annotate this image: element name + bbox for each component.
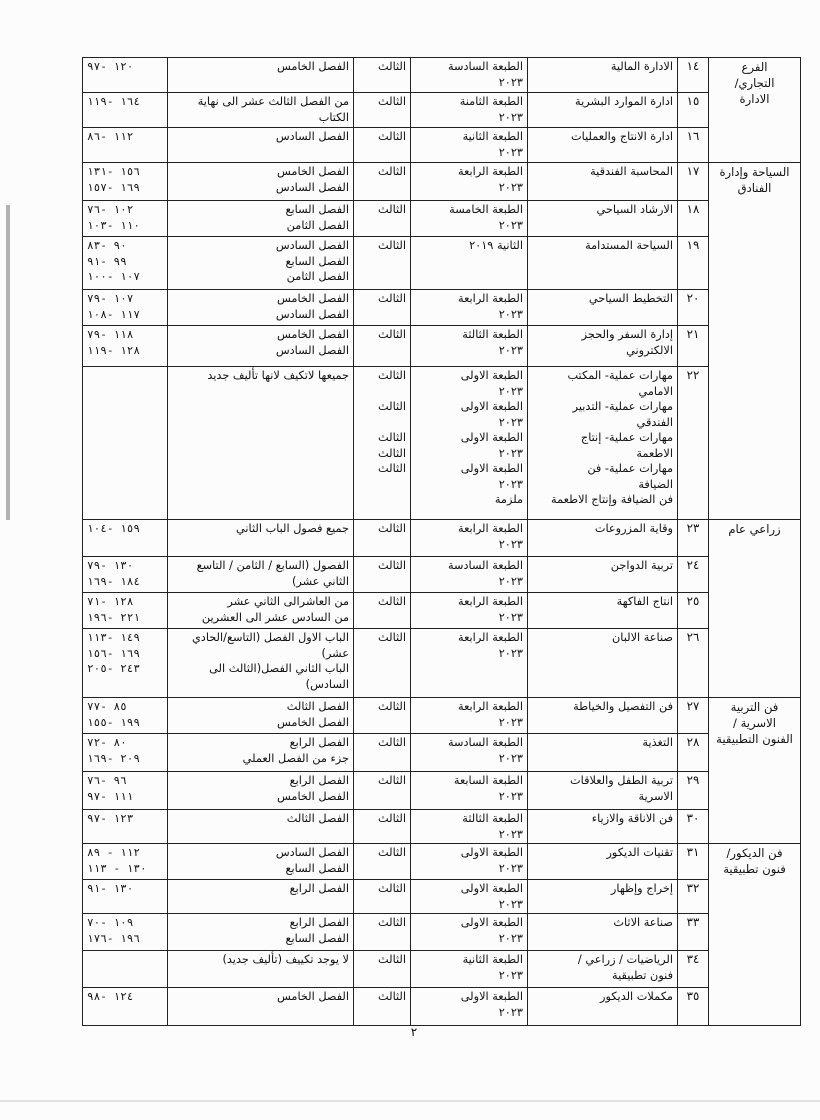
row-number: ٣٣ <box>678 914 709 951</box>
subject-cell: الرياضيات / زراعي / فنون تطبيقية <box>528 951 678 988</box>
grade-cell: الثالث <box>354 93 411 128</box>
pages-cell <box>83 951 168 988</box>
branch-cell: فن الديكور/ فنون تطبيقية <box>709 844 801 1026</box>
pages-cell: ١٣٠ -٧٩ ١٨٤ -١٦٩ <box>83 557 168 593</box>
edition-cell: الطبعة الرابعة ٢٠٢٣ <box>411 629 528 698</box>
table-row <box>83 880 801 914</box>
table-row <box>83 290 801 326</box>
table-row <box>83 988 801 1026</box>
pages-cell: ١١٢ - ٨٩ ١٣٠ - ١١٣ <box>83 844 168 880</box>
edition-cell: الطبعة الاولى ٢٠٢٣ <box>411 880 528 914</box>
edition-cell: الطبعة الرابعة ٢٠٢٣ <box>411 698 528 734</box>
table-row <box>83 914 801 951</box>
pages-cell: ١٢٤ -٩٨ <box>83 988 168 1026</box>
chapters-cell: من الفصل الثالث عشر الى نهاية الكتاب <box>168 93 354 128</box>
edition-cell: الطبعة الاولى ٢٠٢٣ <box>411 988 528 1026</box>
chapters-cell: الفصل الثالث الفصل الخامس <box>168 698 354 734</box>
pages-cell: ١٠٩ -٧٠ ١٩٦ -١٧٦ <box>83 914 168 951</box>
row-number: ٣٥ <box>678 988 709 1026</box>
row-number: ١٤ <box>678 58 709 93</box>
pages-cell: ١٠٢ -٧٦ ١١٠ -١٠٣ <box>83 201 168 237</box>
table-row <box>83 58 801 93</box>
row-number: ٢٦ <box>678 629 709 698</box>
subject-cell: التغذية <box>528 734 678 772</box>
edition-cell: الثانية ٢٠١٩ <box>411 237 528 290</box>
edition-cell: الطبعة السادسة ٢٠٢٣ <box>411 557 528 593</box>
subject-cell: صناعة الاثاث <box>528 914 678 951</box>
row-number: ٢٥ <box>678 593 709 629</box>
chapters-cell: الفصول (السابع / الثامن / التاسع الثاني عشر) <box>168 557 354 593</box>
chapters-cell: الفصل الرابع <box>168 880 354 914</box>
row-number: ٣١ <box>678 844 709 880</box>
subject-cell: التخطيط السياحي <box>528 290 678 326</box>
table-row <box>83 593 801 629</box>
pages-cell: ١١٨ -٧٩ ١٢٨ -١١٩ <box>83 326 168 367</box>
chapters-cell: الفصل الرابع الفصل الخامس <box>168 772 354 810</box>
pages-cell: ١٢٣ -٩٧ <box>83 810 168 844</box>
chapters-cell: الباب الاول الفصل (التاسع/الحادي عشر) الباب الثاني الفصل(الثالث الى السادس) <box>168 629 354 698</box>
row-number: ٢٣ <box>678 520 709 557</box>
subject-cell: تربية الطفل والعلاقات الاسرية <box>528 772 678 810</box>
table-row <box>83 557 801 593</box>
pages-cell: ١٣٠ -٩١ <box>83 880 168 914</box>
subject-cell: الارشاد السياحي <box>528 201 678 237</box>
subject-cell: إدارة السفر والحجز الالكتروني <box>528 326 678 367</box>
edition-cell: الطبعة الاولى ٢٠٢٣ <box>411 914 528 951</box>
table-row <box>83 128 801 163</box>
grade-cell: الثالث <box>354 629 411 698</box>
pages-cell: ١٥٩ -١٠٤ <box>83 520 168 557</box>
grade-cell: الثالث <box>354 844 411 880</box>
pages-cell: ١٦٤ -١١٩ <box>83 93 168 128</box>
edition-cell: الطبعة الاولى ٢٠٢٣ <box>411 844 528 880</box>
page-bottom-edge <box>0 1100 820 1102</box>
subject-cell: المحاسبة الفندقية <box>528 163 678 201</box>
row-number: ٢٤ <box>678 557 709 593</box>
row-number: ٢٩ <box>678 772 709 810</box>
subject-cell: فن التفصيل والخياطة <box>528 698 678 734</box>
row-number: ١٥ <box>678 93 709 128</box>
pages-cell: ٨٥ -٧٧ ١٩٩ -١٥٥ <box>83 698 168 734</box>
pages-cell: ١٢٨ -٧١ ٢٢١ -١٩٦ <box>83 593 168 629</box>
subject-cell: ادارة الموارد البشرية <box>528 93 678 128</box>
edition-cell: الطبعة الرابعة ٢٠٢٣ <box>411 520 528 557</box>
row-number: ١٩ <box>678 237 709 290</box>
grade-cell: الثالث <box>354 237 411 290</box>
grade-cell: الثالث <box>354 201 411 237</box>
row-number: ٣٠ <box>678 810 709 844</box>
table-row <box>83 201 801 237</box>
subject-cell: انتاج الفاكهة <box>528 593 678 629</box>
edition-cell: الطبعة السادسة ٢٠٢٣ <box>411 734 528 772</box>
row-number: ١٨ <box>678 201 709 237</box>
table-row <box>83 629 801 698</box>
row-number: ٣٤ <box>678 951 709 988</box>
grade-cell: الثالث <box>354 557 411 593</box>
row-number: ٢١ <box>678 326 709 367</box>
grade-cell: الثالث <box>354 593 411 629</box>
page-number: ٢ <box>410 1025 418 1039</box>
grade-cell: الثالث الثالث الثالث الثالث الثالث <box>354 367 411 520</box>
edition-cell: الطبعة الرابعة ٢٠٢٣ <box>411 290 528 326</box>
subject-cell: الادارة المالية <box>528 58 678 93</box>
edition-cell: الطبعة الاولى ٢٠٢٣ الطبعة الاولى ٢٠٢٣ الطبعة الاولى ٢٠٢٣ الطبعة الاولى ٢٠٢٣ ملزمة <box>411 367 528 520</box>
grade-cell: الثالث <box>354 520 411 557</box>
grade-cell: الثالث <box>354 914 411 951</box>
scan-edge-shadow <box>6 205 10 520</box>
pages-cell <box>83 367 168 520</box>
row-number: ٣٢ <box>678 880 709 914</box>
grade-cell: الثالث <box>354 951 411 988</box>
subject-cell: إخراج وإظهار <box>528 880 678 914</box>
table-row <box>83 326 801 367</box>
table-row <box>83 698 801 734</box>
pages-cell: ١١٢ -٨٦ <box>83 128 168 163</box>
branch-cell: فن التربية الاسرية / الفنون التطبيقية <box>709 698 801 844</box>
grade-cell: الثالث <box>354 58 411 93</box>
pages-cell: ١٤٩ -١١٣ ١٦٩ -١٥٦ ٢٤٣ -٢٠٥ <box>83 629 168 698</box>
chapters-cell: الفصل الخامس <box>168 988 354 1026</box>
grade-cell: الثالث <box>354 880 411 914</box>
table-row <box>83 810 801 844</box>
grade-cell: الثالث <box>354 326 411 367</box>
subject-cell: وقاية المزروعات <box>528 520 678 557</box>
branch-cell: الفرع التجاري/ الادارة <box>709 58 801 163</box>
grade-cell: الثالث <box>354 988 411 1026</box>
edition-cell: الطبعة الرابعة ٢٠٢٣ <box>411 163 528 201</box>
table-row <box>83 772 801 810</box>
edition-cell: الطبعة الثالثة ٢٠٢٣ <box>411 810 528 844</box>
pages-cell: ٨٠ -٧٢ ٢٠٩ -١٦٩ <box>83 734 168 772</box>
table-row <box>83 951 801 988</box>
row-number: ٢٠ <box>678 290 709 326</box>
chapters-cell: الفصل السادس الفصل السابع الفصل الثامن <box>168 237 354 290</box>
subject-cell: فن الاناقة والازياء <box>528 810 678 844</box>
subject-cell: مهارات عملية- المكتب الامامي مهارات عملية- التدبير الفندقي مهارات عملية- إنتاج الاطعمة مهارات عملية- فن الضيافة فن الضيافة وإنتاج الاطعمة <box>528 367 678 520</box>
chapters-cell: الفصل الخامس الفصل السادس <box>168 290 354 326</box>
chapters-cell: الفصل الخامس <box>168 58 354 93</box>
row-number: ٢٨ <box>678 734 709 772</box>
subject-cell: السياحة المستدامة <box>528 237 678 290</box>
row-number: ١٧ <box>678 163 709 201</box>
table-row <box>83 237 801 290</box>
chapters-cell: الفصل السادس <box>168 128 354 163</box>
chapters-cell: جميعها لاتكيف لانها تأليف جديد <box>168 367 354 520</box>
grade-cell: الثالث <box>354 810 411 844</box>
edition-cell: الطبعة الثالثة ٢٠٢٣ <box>411 326 528 367</box>
grade-cell: الثالث <box>354 698 411 734</box>
chapters-cell: جميع فصول الباب الثاني <box>168 520 354 557</box>
pages-cell: ١٢٠ -٩٧ <box>83 58 168 93</box>
pages-cell: ٩٦ -٧٦ ١١١ -٩٧ <box>83 772 168 810</box>
grade-cell: الثالث <box>354 163 411 201</box>
grade-cell: الثالث <box>354 772 411 810</box>
branch-cell: زراعي عام <box>709 520 801 698</box>
table-row <box>83 844 801 880</box>
grade-cell: الثالث <box>354 128 411 163</box>
row-number: ١٦ <box>678 128 709 163</box>
chapters-cell: الفصل الثالث <box>168 810 354 844</box>
subject-cell: ادارة الانتاج والعمليات <box>528 128 678 163</box>
pages-cell: ٩٠ -٨٣ ٩٩ -٩١ ١٠٧ -١٠٠ <box>83 237 168 290</box>
table-row <box>83 520 801 557</box>
chapters-cell: الفصل الرابع الفصل السابع <box>168 914 354 951</box>
edition-cell: الطبعة السابعة ٢٠٢٣ <box>411 772 528 810</box>
subject-cell: صناعة الالبان <box>528 629 678 698</box>
chapters-cell: الفصل السابع الفصل الثامن <box>168 201 354 237</box>
chapters-cell: الفصل الخامس الفصل السادس <box>168 326 354 367</box>
pages-cell: ١٥٦ -١٣١ ١٦٩ -١٥٧ <box>83 163 168 201</box>
table-row <box>83 163 801 201</box>
edition-cell: الطبعة السادسة ٢٠٢٣ <box>411 58 528 93</box>
subject-cell: مكملات الديكور <box>528 988 678 1026</box>
edition-cell: الطبعة الرابعة ٢٠٢٣ <box>411 593 528 629</box>
edition-cell: الطبعة الخامسة ٢٠٢٣ <box>411 201 528 237</box>
grade-cell: الثالث <box>354 734 411 772</box>
grade-cell: الثالث <box>354 290 411 326</box>
edition-cell: الطبعة الثامنة ٢٠٢٣ <box>411 93 528 128</box>
subject-cell: تربية الدواجن <box>528 557 678 593</box>
branch-cell: السياحة وإدارة الفنادق <box>709 163 801 520</box>
chapters-cell: من العاشرالى الثاني عشر من السادس عشر الى العشرين <box>168 593 354 629</box>
table-row <box>83 93 801 128</box>
chapters-cell: الفصل الخامس الفصل السادس <box>168 163 354 201</box>
edition-cell: الطبعة الثانية ٢٠٢٣ <box>411 951 528 988</box>
table-row <box>83 734 801 772</box>
chapters-cell: لا يوجد تكييف (تأليف جديد) <box>168 951 354 988</box>
chapters-cell: الفصل الرابع جزء من الفصل العملي <box>168 734 354 772</box>
pages-cell: ١٠٧ -٧٩ ١١٧ -١٠٨ <box>83 290 168 326</box>
row-number: ٢٢ <box>678 367 709 520</box>
table-row <box>83 367 801 520</box>
chapters-cell: الفصل السادس الفصل السابع <box>168 844 354 880</box>
curriculum-table <box>82 57 801 1026</box>
subject-cell: تقنيات الديكور <box>528 844 678 880</box>
edition-cell: الطبعة الثانية ٢٠٢٣ <box>411 128 528 163</box>
row-number: ٢٧ <box>678 698 709 734</box>
